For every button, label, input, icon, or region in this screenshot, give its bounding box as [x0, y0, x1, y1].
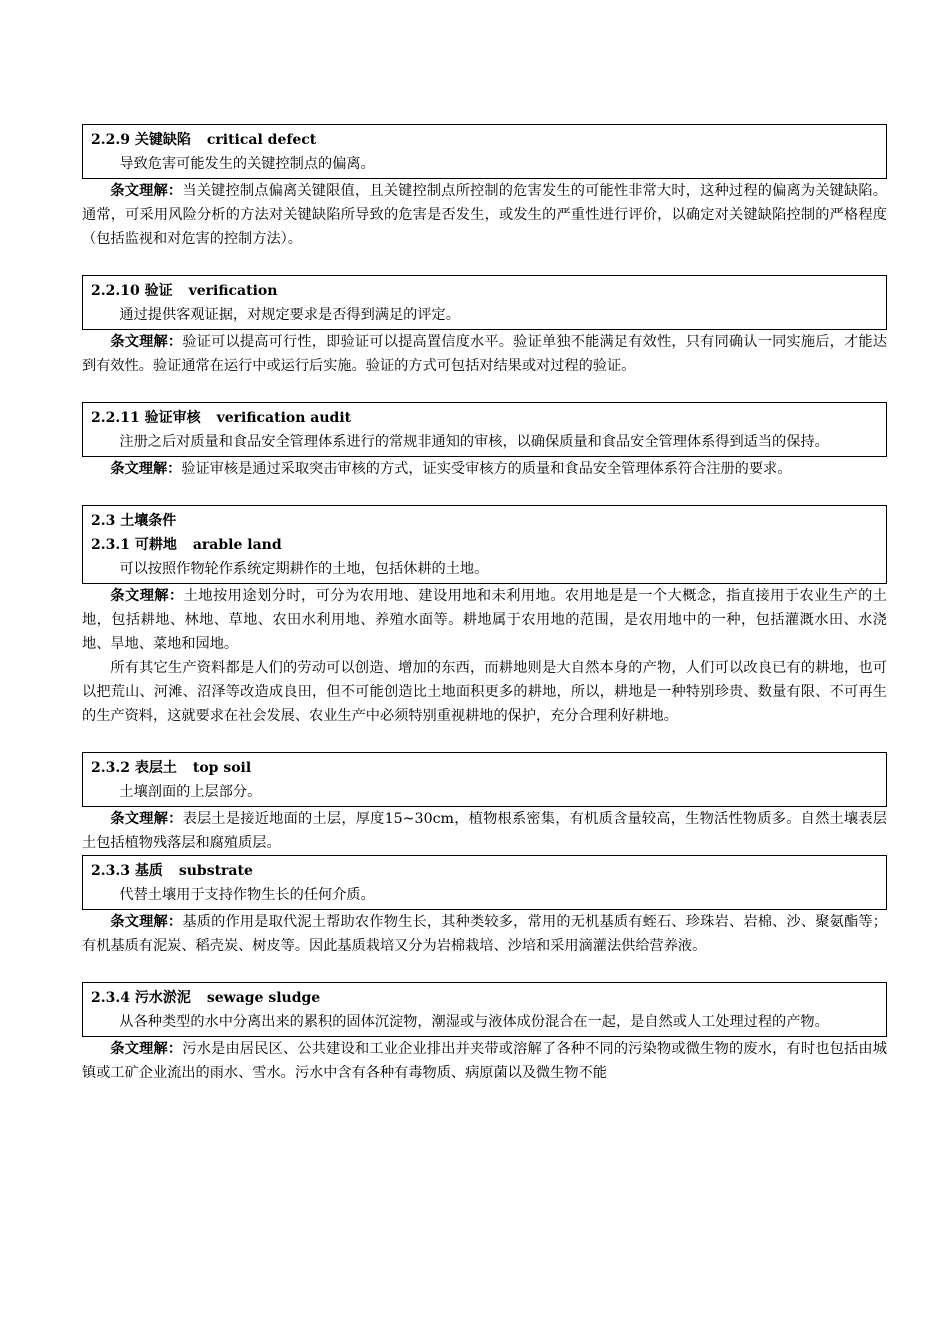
term-english: substrate: [178, 863, 253, 879]
term-box-2-2-10: [82, 275, 887, 330]
term-number: 2.3.4: [91, 990, 130, 1006]
explanation-paragraph: [82, 1037, 887, 1085]
term-chinese: 污水淤泥: [134, 990, 191, 1006]
explanation-label: 条文理解：: [110, 811, 183, 827]
term-definition: 导致危害可能发生的关键控制点的偏离。: [119, 156, 375, 172]
explanation-paragraph: [82, 330, 887, 378]
term-chinese: 验证: [144, 283, 173, 299]
term-definition: 从各种类型的水中分离出来的累积的固体沉淀物，潮湿或与液体成份混合在一起，是自然或人工处理过程的产物。: [119, 1014, 829, 1030]
term-definition: 注册之后对质量和食品安全管理体系进行的常规非通知的审核，以确保质量和食品安全管理体系得到适当的保持。: [119, 434, 829, 450]
term-box-2-3-2: [82, 752, 887, 807]
term-definition: 代替土壤用于支持作物生长的任何介质。: [119, 887, 375, 903]
explanation-paragraph: [82, 457, 887, 481]
term-definition: 通过提供客观证据，对规定要求是否得到满足的评定。: [119, 307, 460, 323]
term-number: 2.3.1: [91, 537, 130, 553]
section-title: 土壤条件: [120, 513, 177, 529]
term-chinese: 可耕地: [134, 537, 177, 553]
explanation-label: 条文理解：: [110, 461, 182, 477]
term-english: sewage sludge: [206, 990, 321, 1006]
term-heading: [91, 406, 878, 430]
explanation-paragraph: [82, 584, 887, 656]
term-number: 2.3.2: [91, 760, 130, 776]
term-chinese: 基质: [134, 863, 163, 879]
term-chinese: 表层土: [134, 760, 177, 776]
term-english: top soil: [192, 760, 252, 776]
explanation-label: 条文理解：: [110, 183, 183, 199]
explanation-label: 条文理解：: [110, 914, 183, 930]
explanation-label: 条文理解：: [110, 1041, 183, 1057]
term-english: arable land: [192, 537, 282, 553]
explanation-paragraph: [82, 179, 887, 251]
term-heading: [91, 128, 878, 152]
section-number: 2.3: [91, 513, 116, 529]
term-number: 2.2.10: [91, 283, 140, 299]
section-heading: [91, 509, 878, 533]
body-paragraph: 所有其它生产资料都是人们的劳动可以创造、增加的东西，而耕地则是大自然本身的产物，人们可以改良已有的耕地，也可以把荒山、河滩、沼泽等改造成良田，但不可能创造比土地面积更多的耕地，所以，耕地是一种特别珍贵、数量有限、不可再生的生产资料，这就要求在社会发展、农业生产中必须特别重视耕地的保护，充分合理利好耕地。: [82, 660, 887, 724]
term-heading: [91, 859, 878, 883]
term-box-2-3-3: [82, 855, 887, 910]
term-english: verification audit: [216, 410, 352, 426]
term-definition: 土壤剖面的上层部分。: [119, 784, 262, 800]
explanation-text: 验证审核是通过采取突击审核的方式，证实受审核方的质量和食品安全管理体系符合注册的要求。: [181, 461, 792, 477]
term-box-2-2-11: [82, 402, 887, 457]
term-heading: [91, 279, 878, 303]
explanation-paragraph: [82, 910, 887, 958]
term-heading: [91, 986, 878, 1010]
explanation-text: 污水是由居民区、公共建设和工业企业排出并夹带或溶解了各种不同的污染物或微生物的废水，有时也包括由城镇或工矿企业流出的雨水、雪水。污水中含有各种有毒物质、病原菌以及微生物不能: [82, 1041, 887, 1081]
term-number: 2.2.11: [91, 410, 140, 426]
term-english: critical defect: [206, 132, 317, 148]
term-box-2-2-9: [82, 124, 887, 179]
explanation-paragraph: [82, 807, 887, 855]
explanation-text: 土地按用途划分时，可分为农用地、建设用地和未利用地。农用地是是一个大概念，指直接用于农业生产的土地，包括耕地、林地、草地、农田水利用地、养殖水面等。耕地属于农用地的范围，是农用地中的一种，包括灌溉水田、水浇地、旱地、菜地和园地。: [82, 588, 887, 652]
term-heading: [91, 756, 878, 780]
section-box-2-3: [82, 505, 887, 584]
term-chinese: 验证审核: [144, 410, 201, 426]
explanation-text: 验证可以提高可行性，即验证可以提高置信度水平。验证单独不能满足有效性，只有同确认一同实施后，才能达到有效性。验证通常在运行中或运行后实施。验证的方式可包括对结果或对过程的验证。: [82, 334, 887, 374]
explanation-text: 当关键控制点偏离关键限值，且关键控制点所控制的危害发生的可能性非常大时，这种过程的偏离为关键缺陷。通常，可采用风险分析的方法对关键缺陷所导致的危害是否发生，或发生的严重性进行评价，以确定对关键缺陷控制的严格程度（包括监视和对危害的控制方法）。: [82, 183, 887, 247]
term-number: 2.2.9: [91, 132, 130, 148]
explanation-label: 条文理解：: [110, 334, 183, 350]
explanation-label: 条文理解：: [110, 588, 184, 604]
term-english: verification: [188, 283, 278, 299]
term-chinese: 关键缺陷: [134, 132, 191, 148]
document-page: [82, 124, 887, 1085]
term-box-2-3-4: [82, 982, 887, 1037]
term-heading: [91, 533, 878, 557]
explanation-text: 表层土是接近地面的土层，厚度15~30cm，植物根系密集，有机质含量较高，生物活性物质多。自然土壤表层土包括植物残落层和腐殖质层。: [82, 811, 887, 851]
explanation-text: 基质的作用是取代泥土帮助农作物生长，其种类较多，常用的无机基质有蛭石、珍珠岩、岩棉、沙、聚氨酯等；有机基质有泥炭、稻壳炭、树皮等。因此基质栽培又分为岩棉栽培、沙培和采用滴灌法供给营养液。: [82, 914, 887, 954]
term-definition: 可以按照作物轮作系统定期耕作的土地，包括休耕的土地。: [119, 561, 489, 577]
term-number: 2.3.3: [91, 863, 130, 879]
